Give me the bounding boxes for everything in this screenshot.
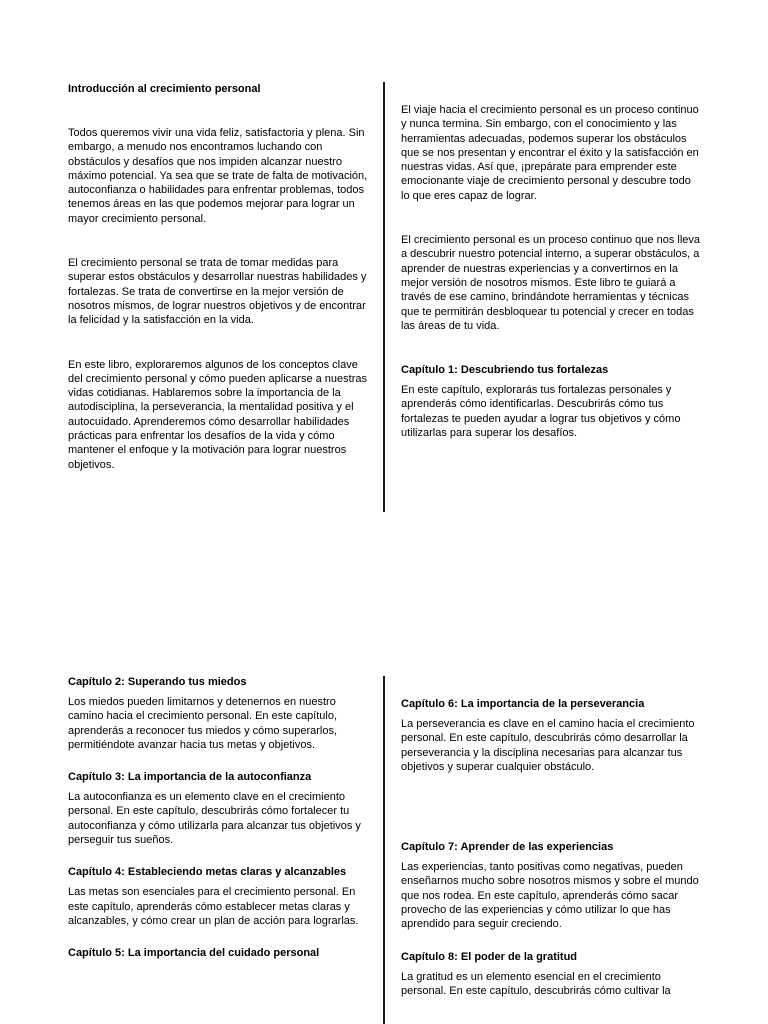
column-divider xyxy=(383,676,385,1024)
intro-paragraph-1: Todos queremos vivir una vida feliz, satisfactoria y plena. Sin embargo, a menudo nos encontramos luchando con obstáculos y desafíos que nos impiden alcanzar nuestro máximo potencial. Ya sea que se trate de falta de motivación, autoconfianza o habilidades para enfrentar problemas, todos tenemos áreas en las que podemos mejorar para lograr un mayor crecimiento personal. xyxy=(68,127,368,225)
intro-paragraph-2: El crecimiento personal se trata de tomar medidas para superar estos obstáculos y desarrollar nuestras habilidades y fortalezas. Se trata de convertirse en la mejor versión de nosotros mismos, de lograr nuestros objetivos y de encontrar la felicidad y la satisfacción en la vida. xyxy=(68,257,367,327)
chapter-4-text: Las metas son esenciales para el crecimiento personal. En este capítulo, aprenderás cómo establecer metas claras y alcanzables, y cómo crear un plan de acción para lograrlas. xyxy=(68,886,359,927)
chapter-1-text: En este capítulo, explorarás tus fortalezas personales y aprenderás cómo identificarlas. Descubrirás cómo tus fortalezas te pueden ayudar a lograr tus objetivos y cómo utilizarlas para superar los desafíos. xyxy=(401,384,681,440)
chapter-8-text: La gratitud es un elemento esencial en el crecimiento personal. En este capítulo, descubrirás cómo cultivar la xyxy=(401,970,671,997)
chapter-7-text: Las experiencias, tanto positivas como negativas, pueden enseñarnos mucho sobre nosotros mismos y sobre el mundo que nos rodea. En este capítulo, aprenderás cómo sacar provecho de las experiencias y cómo utilizar lo que has aprendido para seguir creciendo. xyxy=(401,861,699,931)
intro-column xyxy=(68,82,368,472)
continuation-paragraph-2: El crecimiento personal es un proceso continuo que nos lleva a descubrir nuestro potencial interno, a superar obstáculos, a aprender de nuestras experiencias y a convertirnos en la mejor versión de nosotros mismos. Este libro te guiará a través de ese camino, brindándote herramientas y técnicas que te permitirán desbloquear tu potencial y crecer en todas las áreas de tu vida. xyxy=(401,234,701,332)
chapter-6-text: La perseverancia es clave en el camino hacia el crecimiento personal. En este capítulo, descubrirás cómo desarrollar la perseverancia y la disciplina necesarias para alcanzar tus objetivos y superar cualquier obstáculo. xyxy=(401,718,695,773)
chapter-3-title: Capítulo 3: La importancia de la autoconfianza xyxy=(68,771,312,784)
intro-title: Introducción al crecimiento personal xyxy=(68,83,261,95)
chapter-4-title: Capítulo 4: Estableciendo metas claras y alcanzables xyxy=(68,866,347,879)
chapter-5-title: Capítulo 5: La importancia del cuidado personal xyxy=(68,947,320,960)
chapter-6-title: Capítulo 6: La importancia de la perseverancia xyxy=(401,698,645,710)
chapters-left-column xyxy=(68,675,368,960)
intro-paragraph-3: En este libro, exploraremos algunos de los conceptos clave del crecimiento personal y cómo pueden aplicarse a nuestras vidas cotidianas. Hablaremos sobre la importancia de la autodisciplina, la perseverancia, la mentalidad positiva y el autocuidado. Aprenderemos cómo desarrollar habilidades prácticas para enfrentar los desafíos de la vida y cómo mantener el enfoque y la motivación para lograr nuestros objetivos. xyxy=(68,358,367,471)
continuation-column xyxy=(401,103,701,440)
chapter-2-title: Capítulo 2: Superando tus miedos xyxy=(68,676,247,688)
continuation-paragraph-1: El viaje hacia el crecimiento personal es un proceso continuo y nunca termina. Sin embargo, con el conocimiento y las herramientas adecuadas, podemos superar los obstáculos que se nos presentan y encontrar el éxito y la satisfacción en nuestras vidas. Así que, ¡prepárate para emprender este emocionante viaje de crecimiento personal y descubre todo lo que eres capaz de lograr. xyxy=(401,104,699,202)
chapter-2-text: Los miedos pueden limitarnos y detenernos en nuestro camino hacia el crecimiento personal. En este capítulo, aprenderás a reconocer tus miedos y cómo superarlos, permitiéndote avanzar hacia tus metas y objetivos. xyxy=(68,696,338,751)
chapter-1-title: Capítulo 1: Descubriendo tus fortalezas xyxy=(401,364,609,377)
column-divider xyxy=(383,82,385,512)
chapters-right-column xyxy=(401,697,701,998)
chapter-3-text: La autoconfianza es un elemento clave en el crecimiento personal. En este capítulo, descubrirás cómo fortalecer tu autoconfianza y cómo utilizarla para alcanzar tus objetivos y perseguir tus sueños. xyxy=(68,791,361,847)
chapter-7-title: Capítulo 7: Aprender de las experiencias xyxy=(401,841,614,854)
chapter-8-title: Capítulo 8: El poder de la gratitud xyxy=(401,950,578,963)
